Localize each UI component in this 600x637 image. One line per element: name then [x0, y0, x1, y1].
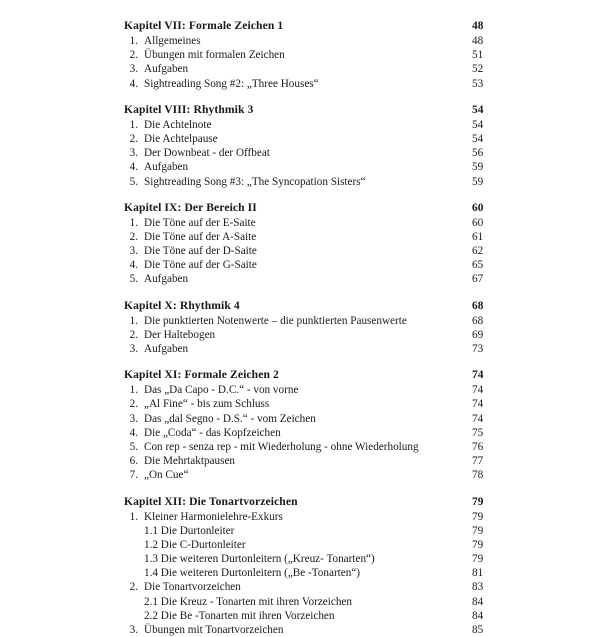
entry-title: 2.2 Die Be -Tonarten mit ihren Vorzeichen: [144, 609, 335, 623]
chapter-heading-row[interactable]: [0, 298, 600, 314]
toc-entry-row[interactable]: [0, 342, 600, 356]
chapter-heading-row[interactable]: [0, 200, 600, 216]
chapter-title: Kapitel XI: Formale Zeichen 2: [124, 367, 279, 383]
entry-title: Allgemeines: [144, 34, 201, 48]
chapter-page-number: 54: [472, 102, 483, 118]
toc-entry-row[interactable]: [0, 552, 600, 566]
toc-entry-row[interactable]: [0, 524, 600, 538]
entry-page-number: 60: [472, 216, 483, 230]
entry-page-number: 51: [472, 48, 483, 62]
toc-entry-row[interactable]: [0, 272, 600, 286]
entry-title: „On Cue“: [144, 468, 188, 482]
entry-title: „Al Fine“ - bis zum Schluss: [144, 397, 269, 411]
entry-title: 1.4 Die weiteren Durtonleitern („Be -Tonarten“): [144, 566, 360, 580]
toc-entry-row[interactable]: [0, 510, 600, 524]
entry-title: Die Töne auf der E-Saite: [144, 216, 256, 230]
entry-title: Aufgaben: [144, 342, 188, 356]
chapter-heading-row[interactable]: [0, 367, 600, 383]
entry-page-number: 69: [472, 328, 483, 342]
toc-entry-row[interactable]: [0, 383, 600, 397]
chapter-heading-row[interactable]: [0, 102, 600, 118]
chapter-block: [0, 494, 600, 637]
entry-number: 3.: [126, 412, 138, 426]
entry-page-number: 54: [472, 132, 483, 146]
entry-title: Die „Coda“ - das Kopfzeichen: [144, 426, 281, 440]
toc-entry-row[interactable]: [0, 328, 600, 342]
toc-entry-row[interactable]: [0, 216, 600, 230]
toc-entry-row[interactable]: [0, 34, 600, 48]
entry-page-number: 62: [472, 244, 483, 258]
entry-title: Der Haltebogen: [144, 328, 215, 342]
entry-title: Die Achtelpause: [144, 132, 218, 146]
entry-page-number: 78: [472, 468, 483, 482]
entry-number: 1.: [126, 118, 138, 132]
entry-page-number: 61: [472, 230, 483, 244]
entry-number: 6.: [126, 454, 138, 468]
entry-number: 5.: [126, 272, 138, 286]
entry-page-number: 65: [472, 258, 483, 272]
chapter-page-number: 79: [472, 494, 483, 510]
entry-page-number: 59: [472, 175, 483, 189]
entry-page-number: 77: [472, 454, 483, 468]
toc-entry-row[interactable]: [0, 77, 600, 91]
chapter-page-number: 68: [472, 298, 483, 314]
entry-page-number: 67: [472, 272, 483, 286]
entry-title: 1.3 Die weiteren Durtonleitern („Kreuz- Tonarten“): [144, 552, 375, 566]
entry-title: Aufgaben: [144, 272, 188, 286]
entry-number: 3.: [126, 244, 138, 258]
entry-number: 1.: [126, 510, 138, 524]
toc-entry-row[interactable]: [0, 623, 600, 637]
entry-page-number: 85: [472, 623, 483, 637]
entry-number: 1.: [126, 383, 138, 397]
entry-title: Die Töne auf der D-Saite: [144, 244, 257, 258]
entry-title: Die Töne auf der A-Saite: [144, 230, 256, 244]
entry-number: 4.: [126, 77, 138, 91]
toc-entry-row[interactable]: [0, 230, 600, 244]
entry-title: Aufgaben: [144, 62, 188, 76]
entry-page-number: 52: [472, 62, 483, 76]
entry-title: 1.1 Die Durtonleiter: [144, 524, 234, 538]
entry-page-number: 76: [472, 440, 483, 454]
toc-entry-row[interactable]: [0, 538, 600, 552]
toc-entry-row[interactable]: [0, 609, 600, 623]
entry-number: 1.: [126, 314, 138, 328]
entry-page-number: 84: [472, 609, 483, 623]
entry-page-number: 75: [472, 426, 483, 440]
entry-page-number: 74: [472, 397, 483, 411]
toc-entry-row[interactable]: [0, 314, 600, 328]
entry-title: Die punktierten Notenwerte – die punktierten Pausenwerte: [144, 314, 407, 328]
entry-title: Das „dal Segno - D.S.“ - vom Zeichen: [144, 412, 316, 426]
toc-entry-row[interactable]: [0, 132, 600, 146]
entry-page-number: 74: [472, 412, 483, 426]
entry-page-number: 74: [472, 383, 483, 397]
entry-page-number: 59: [472, 160, 483, 174]
entry-title: Sightreading Song #3: „The Syncopation Sisters“: [144, 175, 366, 189]
toc-entry-row[interactable]: [0, 412, 600, 426]
toc-entry-row[interactable]: [0, 468, 600, 482]
entry-title: Das „Da Capo - D.C.“ - von vorne: [144, 383, 298, 397]
entry-number: 5.: [126, 440, 138, 454]
entry-number: 2.: [126, 397, 138, 411]
chapter-heading-row[interactable]: [0, 494, 600, 510]
toc-entry-row[interactable]: [0, 258, 600, 272]
entry-number: 4.: [126, 258, 138, 272]
entry-number: 3.: [126, 623, 138, 637]
entry-title: Sightreading Song #2: „Three Houses“: [144, 77, 319, 91]
toc-entry-row[interactable]: [0, 580, 600, 594]
entry-number: 4.: [126, 160, 138, 174]
entry-title: Übungen mit Tonartvorzeichen: [144, 623, 283, 637]
entry-number: 1.: [126, 216, 138, 230]
entry-number: 2.: [126, 132, 138, 146]
toc-entry-row[interactable]: [0, 440, 600, 454]
toc-entry-row[interactable]: [0, 118, 600, 132]
chapter-title: Kapitel X: Rhythmik 4: [124, 298, 240, 314]
entry-page-number: 53: [472, 77, 483, 91]
entry-title: Der Downbeat - der Offbeat: [144, 146, 270, 160]
chapter-page-number: 74: [472, 367, 483, 383]
entry-page-number: 79: [472, 524, 483, 538]
toc-entry-row[interactable]: [0, 146, 600, 160]
entry-number: 4.: [126, 426, 138, 440]
entry-title: Aufgaben: [144, 160, 188, 174]
entry-page-number: 48: [472, 34, 483, 48]
entry-page-number: 84: [472, 595, 483, 609]
entry-number: 3.: [126, 146, 138, 160]
entry-number: 5.: [126, 175, 138, 189]
toc-entry-row[interactable]: [0, 397, 600, 411]
entry-number: 7.: [126, 468, 138, 482]
toc-entry-row[interactable]: [0, 426, 600, 440]
entry-title: Die Mehrtaktpausen: [144, 454, 235, 468]
entry-title: Con rep - senza rep - mit Wiederholung - ohne Wiederholung: [144, 440, 419, 454]
entry-title: Übungen mit formalen Zeichen: [144, 48, 285, 62]
chapter-block: [0, 18, 600, 91]
toc-entry-row[interactable]: [0, 244, 600, 258]
entry-title: Die Achtelnote: [144, 118, 211, 132]
toc-entry-row[interactable]: [0, 62, 600, 76]
entry-title: Kleiner Harmonielehre-Exkurs: [144, 510, 283, 524]
entry-number: 3.: [126, 342, 138, 356]
chapter-page-number: 60: [472, 200, 483, 216]
entry-page-number: 68: [472, 314, 483, 328]
entry-page-number: 83: [472, 580, 483, 594]
chapter-page-number: 48: [472, 18, 483, 34]
entry-number: 2.: [126, 48, 138, 62]
chapter-block: [0, 200, 600, 287]
entry-title: 2.1 Die Kreuz - Tonarten mit ihren Vorzeichen: [144, 595, 352, 609]
chapter-title: Kapitel VII: Formale Zeichen 1: [124, 18, 283, 34]
chapter-block: [0, 102, 600, 189]
entry-page-number: 81: [472, 566, 483, 580]
entry-title: 1.2 Die C-Durtonleiter: [144, 538, 246, 552]
toc-entry-row[interactable]: [0, 566, 600, 580]
toc-entry-row[interactable]: [0, 48, 600, 62]
entry-page-number: 79: [472, 510, 483, 524]
chapter-title: Kapitel VIII: Rhythmik 3: [124, 102, 253, 118]
entry-number: 2.: [126, 328, 138, 342]
entry-title: Die Töne auf der G-Saite: [144, 258, 257, 272]
toc-entry-row[interactable]: [0, 595, 600, 609]
entry-number: 3.: [126, 62, 138, 76]
entry-page-number: 73: [472, 342, 483, 356]
toc-entry-row[interactable]: [0, 454, 600, 468]
chapter-heading-row[interactable]: [0, 18, 600, 34]
chapter-title: Kapitel XII: Die Tonartvorzeichen: [124, 494, 298, 510]
entry-title: Die Tonartvorzeichen: [144, 580, 241, 594]
entry-number: 2.: [126, 230, 138, 244]
entry-page-number: 79: [472, 552, 483, 566]
toc-entry-row[interactable]: [0, 175, 600, 189]
toc-entry-row[interactable]: [0, 160, 600, 174]
chapter-block: [0, 298, 600, 357]
entry-page-number: 79: [472, 538, 483, 552]
entry-number: 1.: [126, 34, 138, 48]
entry-page-number: 54: [472, 118, 483, 132]
entry-number: 2.: [126, 580, 138, 594]
entry-page-number: 56: [472, 146, 483, 160]
chapter-title: Kapitel IX: Der Bereich II: [124, 200, 257, 216]
chapter-block: [0, 367, 600, 482]
